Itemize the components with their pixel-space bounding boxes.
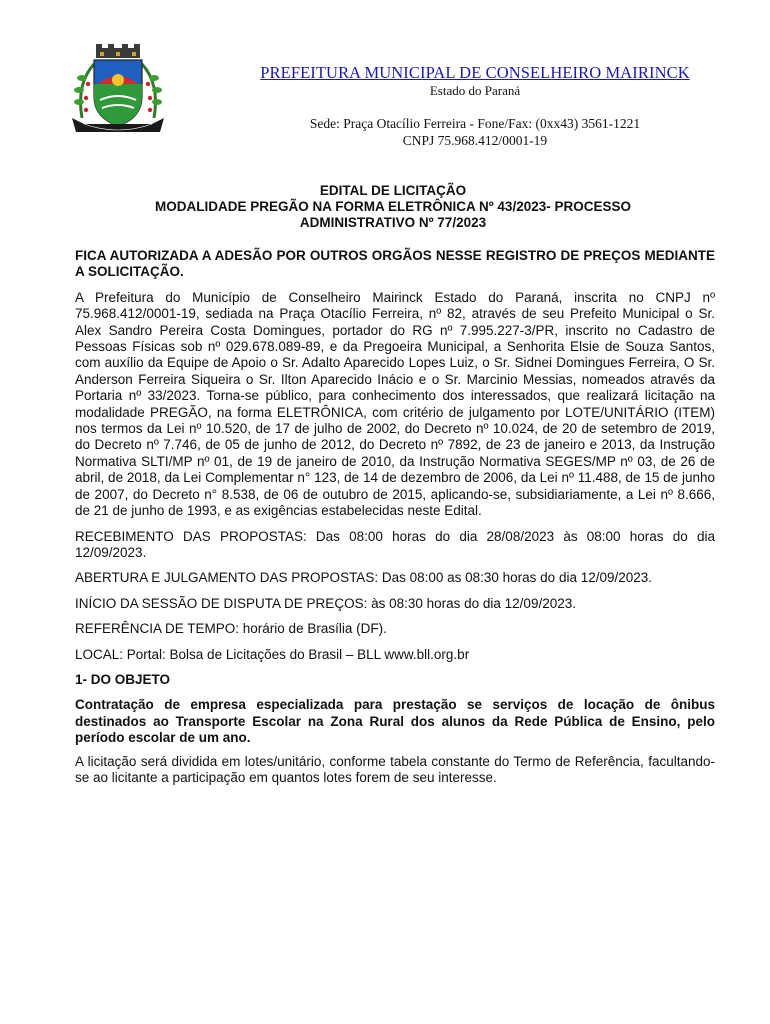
objeto-paragraph: Contratação de empresa especializada para prestação se serviços de locação de ônibus destinados ao Transporte Escolar na Zona Rural dos alunos da Rede Pública de Ensino, pelo período escolar de um ano.: [75, 697, 715, 746]
crown-icon: [96, 44, 140, 58]
recebimento-paragraph: RECEBIMENTO DAS PROPOSTAS: Das 08:00 horas do dia 28/08/2023 às 08:00 horas do dia 12/09/2023.: [75, 528, 715, 560]
address-line: Sede: Praça Otacílio Ferreira - Fone/Fax: (0xx43) 3561-1221: [309, 116, 641, 131]
lotes-paragraph: A licitação será dividida em lotes/unitário, conforme tabela constante do Termo de Referência, facultando-se ao licitante a participação em quantos lotes forem de seu interesse.: [75, 753, 715, 785]
municipal-coat-of-arms: [64, 44, 172, 138]
state-name: Estado do Paraná: [429, 83, 521, 98]
coffee-branch-right-icon: [142, 64, 162, 118]
objeto-heading: 1- DO OBJETO: [75, 671, 171, 687]
local-paragraph: LOCAL: Portal: Bolsa de Licitações do Brasil – BLL www.bll.org.br: [75, 646, 470, 662]
municipality-title: PREFEITURA MUNICIPAL DE CONSELHEIRO MAIRINCK: [260, 63, 690, 82]
referencia-paragraph: REFERÊNCIA DE TEMPO: horário de Brasília (DF).: [75, 621, 387, 637]
document-body: [75, 248, 715, 786]
adesao-notice: FICA AUTORIZADA A ADESÃO POR OUTROS ORGÃOS NESSE REGISTRO DE PREÇOS MEDIANTE A SOLICITAÇÃO.: [75, 248, 715, 280]
edital-process: ADMINISTRATIVO Nº 77/2023: [299, 215, 487, 230]
edital-title: EDITAL DE LICITAÇÃO: [319, 183, 467, 198]
shield-icon: [94, 60, 142, 126]
cnpj-line: CNPJ 75.968.412/0001-19: [402, 133, 548, 148]
coffee-branch-left-icon: [74, 64, 94, 118]
edital-modality: MODALIDADE PREGÃO NA FORMA ELETRÔNICA Nº 43/2023- PROCESSO: [155, 199, 631, 214]
abertura-paragraph: ABERTURA E JULGAMENTO DAS PROPOSTAS: Das 08:00 as 08:30 horas do dia 12/09/2023.: [75, 570, 653, 586]
intro-paragraph: A Prefeitura do Município de Conselheiro Mairinck Estado do Paraná, inscrita no CNPJ nº 75.968.412/0001-19, sediada na Praça Otacílio Ferreira, nº 82, através de seu Prefeito Municipal o Sr. Alex Sandro Pereira Costa Domingues, portador do RG nº 7.995.227-3/PR, inscrito no Cadastro de Pessoas Físicas sob nº 029.678.089-89, e da Pregoeira Municipal, a Senhorita Elsie de Souza Santos, com auxílio da Equipe de Apoio o Sr. Adalto Aparecido Lopes Luiz, o Sr. Sidnei Domingues Ferreira, O Sr. Anderson Ferreira Siqueira o Sr. Ilton Aparecido Inácio e o Sr. Marcinio Messias, nomeados através da Portaria nº 33/2023. Torna-se público, para conhecimento dos interessados, que realizará licitação na modalidade PREGÃO, na forma ELETRÔNICA, com critério de julgamento por LOTE/UNITÁRIO (ITEM) nos termos da Lei nº 10.520, de 17 de julho de 2002, do Decreto nº 10.024, de 20 de setembro de 2019, do Decreto nº 7.746, de 05 de junho de 2012, do Decreto nº 7892, de 23 de janeiro e 2013, da Instrução Normativa SLTI/MP nº 01, de 19 de janeiro de 2010, da Instrução Normativa SEGES/MP nº 03, de 26 de abril, de 2018, da Lei Complementar n° 123, de 14 de dezembro de 2006, da Lei nº 11.488, de 15 de junho de 2007, do Decreto n° 8.538, de 06 de outubro de 2015, aplicando-se, subsidiariamente, a Lei nº 8.666, de 21 de junho de 1993, e as exigências estabelecidas neste Edital.: [75, 289, 715, 519]
inicio-paragraph: INÍCIO DA SESSÃO DE DISPUTA DE PREÇOS: às 08:30 horas do dia 12/09/2023.: [75, 595, 576, 611]
